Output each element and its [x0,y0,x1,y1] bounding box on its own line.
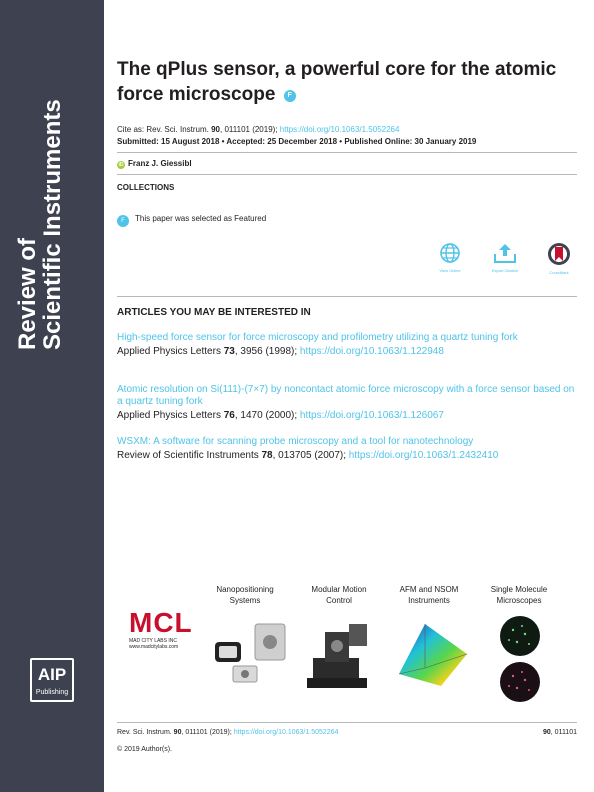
divider [117,722,577,723]
cite-prefix: Cite as: Rev. Sci. Instrum. [117,125,209,134]
journal-name-line1: Review of [14,237,41,350]
related-article-pages: , 013705 (2007); [272,450,347,461]
view-online-button[interactable] [425,242,475,274]
export-citation-button[interactable] [480,242,530,274]
related-article-citation [117,450,577,462]
related-article-journal: Applied Physics Letters [117,346,221,357]
mcl-logo-text: MCL [129,607,193,638]
nanopositioning-stage-image [209,618,293,690]
footer-page-ref [543,728,577,737]
author-name[interactable]: Franz J. Giessibl [128,159,192,168]
publication-dates: Submitted: 15 August 2018 • Accepted: 25 December 2018 • Published Online: 30 January 2019 [117,137,477,146]
mcl-logo [129,608,205,650]
footer-citation [117,728,577,737]
footer-page-number: , 011101 [550,729,577,736]
related-article-title[interactable]: Atomic resolution on Si(111)-(7×7) by noncontact atomic force microscopy with a force sensor based on a quartz tuning fork [117,384,575,407]
journal-name [15,20,65,350]
collections-heading: COLLECTIONS [117,183,175,192]
aip-logo-text: AIP [37,665,67,684]
aip-publishing-logo[interactable] [30,658,74,702]
related-article-volume: 73 [223,346,235,357]
related-article [117,384,577,422]
cite-as-line [117,124,577,135]
single-molecule-image [489,614,551,704]
globe-icon [439,242,461,264]
featured-collection [117,213,266,227]
featured-icon[interactable]: F [117,215,129,227]
related-article-volume: 78 [261,450,273,461]
mcl-url: www.madcitylabs.com [129,644,179,650]
orcid-icon[interactable]: iD [118,162,124,168]
related-article-citation [117,410,577,422]
footer-cite-prefix: Rev. Sci. Instrum. [117,729,172,736]
related-article-doi[interactable]: https://doi.org/10.1063/1.122948 [299,346,444,357]
related-article-title[interactable]: High-speed force sensor for force microscopy and profilometry utilizing a quartz tuning fork [117,332,518,343]
advertisement-banner[interactable] [117,578,577,708]
related-article-pages: , 1470 (2000); [234,410,298,421]
related-article-doi[interactable]: https://doi.org/10.1063/1.126067 [299,410,444,421]
motion-control-image [305,618,377,694]
ad-label: AFM and NSOM Instruments [399,585,459,605]
featured-icon[interactable]: F [284,90,296,102]
article-title-text: The qPlus sensor, a powerful core for the atomic force microscope [117,59,557,105]
divider [117,296,577,297]
aip-logo-sub: Publishing [35,689,69,696]
article-title [117,57,577,107]
copyright: © 2019 Author(s). [117,746,172,753]
cite-pages: , 011101 (2019); [220,125,278,134]
footer-doi-link[interactable]: https://doi.org/10.1063/1.5052264 [233,729,339,736]
related-article-citation [117,346,577,358]
related-article-doi[interactable]: https://doi.org/10.1063/1.2432410 [348,450,499,461]
divider [117,174,577,175]
journal-sidebar [0,0,104,792]
related-article-journal: Review of Scientific Instruments [117,450,259,461]
ad-label: Single Molecule Microscopes [490,585,548,605]
export-icon [493,242,517,264]
cite-volume: 90 [211,125,221,134]
related-article-pages: , 3956 (1998); [234,346,298,357]
afm-nsom-image [395,618,471,690]
related-articles-heading: ARTICLES YOU MAY BE INTERESTED IN [117,307,311,318]
mcl-company-name: MAD CITY LABS INC [129,638,177,644]
ad-label: Modular Motion Control [311,585,367,605]
related-article [117,332,577,358]
author-line [117,158,577,169]
footer-volume: 90 [173,729,182,736]
export-citation-label: Export Citation [491,268,519,273]
view-online-label: View Online [439,268,461,273]
crossmark-button[interactable] [534,242,584,276]
related-article-volume: 76 [223,410,235,421]
crossmark-label: CrossMark [549,270,569,275]
journal-name-line2: Scientific Instruments [39,99,66,350]
related-article [117,436,577,462]
cite-doi-link[interactable]: https://doi.org/10.1063/1.5052264 [279,125,400,134]
related-article-journal: Applied Physics Letters [117,410,221,421]
crossmark-icon [547,242,571,266]
featured-text: This paper was selected as Featured [135,214,267,223]
related-article-title[interactable]: WSXM: A software for scanning probe microscopy and a tool for nanotechnology [117,436,474,447]
divider [117,152,577,153]
ad-label: Nanopositioning Systems [216,585,274,605]
footer-pages: , 011101 (2019); [181,729,232,736]
footer-page-volume: 90 [542,729,551,736]
